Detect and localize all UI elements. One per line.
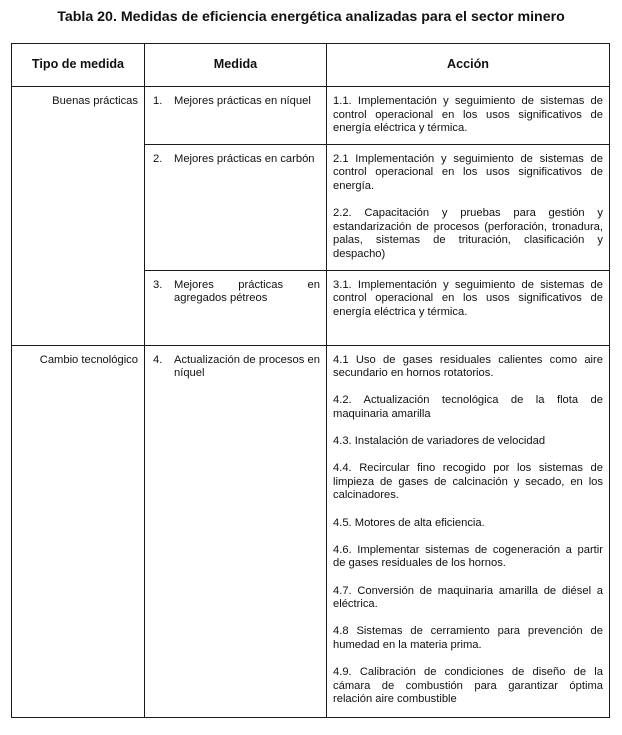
accion-cell [327,87,610,145]
accion-item: 4.4. Recircular fino recogido por los sistemas de limpieza de gases de calcinación y secado, en los calcinadores. [333,462,603,502]
medida-number: 1. [153,95,163,107]
header-medida: Medida [145,44,327,87]
table-row [12,345,610,717]
measures-table [11,43,610,718]
accion-item: 4.1 Uso de gases residuales calientes como aire secundario en hornos rotatorios. [333,353,603,380]
tipo-cell: Buenas prácticas [12,87,145,346]
accion-item: 4.3. Instalación de variadores de velocidad [333,435,546,448]
medida-cell [145,144,327,270]
medida-cell [145,270,327,345]
table-title: Tabla 20. Medidas de eficiencia energética analizadas para el sector minero [57,9,565,25]
accion-item: 4.7. Conversión de maquinaria amarilla de diésel a eléctrica. [333,584,603,611]
accion-item: 4.2. Actualización tecnológica de la flota de maquinaria amarilla [333,394,603,420]
table-row [12,87,610,145]
accion-item: 4.5. Motores de alta eficiencia. [333,516,485,529]
header-row [12,44,610,87]
medida-cell [145,87,327,145]
medida-text: Mejores prácticas en carbón [174,152,315,165]
accion-item: 1.1. Implementación y seguimiento de sistemas de control operacional en los usos significativos de energía eléctrica y térmica. [333,95,603,135]
accion-item: 4.9. Calibración de condiciones de diseño de la cámara de combustión para garantizar óptima relación aire combustible [333,666,603,706]
accion-cell [327,345,610,717]
accion-item: 2.1 Implementación y seguimiento de sistemas de control operacional en los usos significativos de energía. [333,152,603,192]
accion-cell [327,270,610,345]
tipo-cell: Cambio tecnológico [12,345,145,717]
medida-text: Actualización de procesos en níquel [174,353,320,380]
accion-cell [327,144,610,270]
accion-item: 2.2. Capacitación y pruebas para gestión y estandarización de procesos (perforación, tronadura, palas, sistemas de trituración, clasificación y despacho) [333,207,603,260]
medida-text: Mejores prácticas en agregados pétreos [174,278,320,305]
accion-item: 4.6. Implementar sistemas de cogeneración a partir de gases residuales de los hornos. [333,543,603,570]
medida-cell [145,345,327,717]
medida-text: Mejores prácticas en níquel [174,95,311,107]
header-accion: Acción [327,44,610,87]
medida-number: 4. [153,353,163,366]
accion-item: 3.1. Implementación y seguimiento de sistemas de control operacional en los usos significativos de energía eléctrica y térmica. [333,278,603,318]
medida-number: 2. [153,152,163,165]
header-tipo: Tipo de medida [12,44,145,87]
accion-item: 4.8 Sistemas de cerramiento para prevención de humedad en la materia prima. [333,625,603,651]
medida-number: 3. [153,278,163,291]
